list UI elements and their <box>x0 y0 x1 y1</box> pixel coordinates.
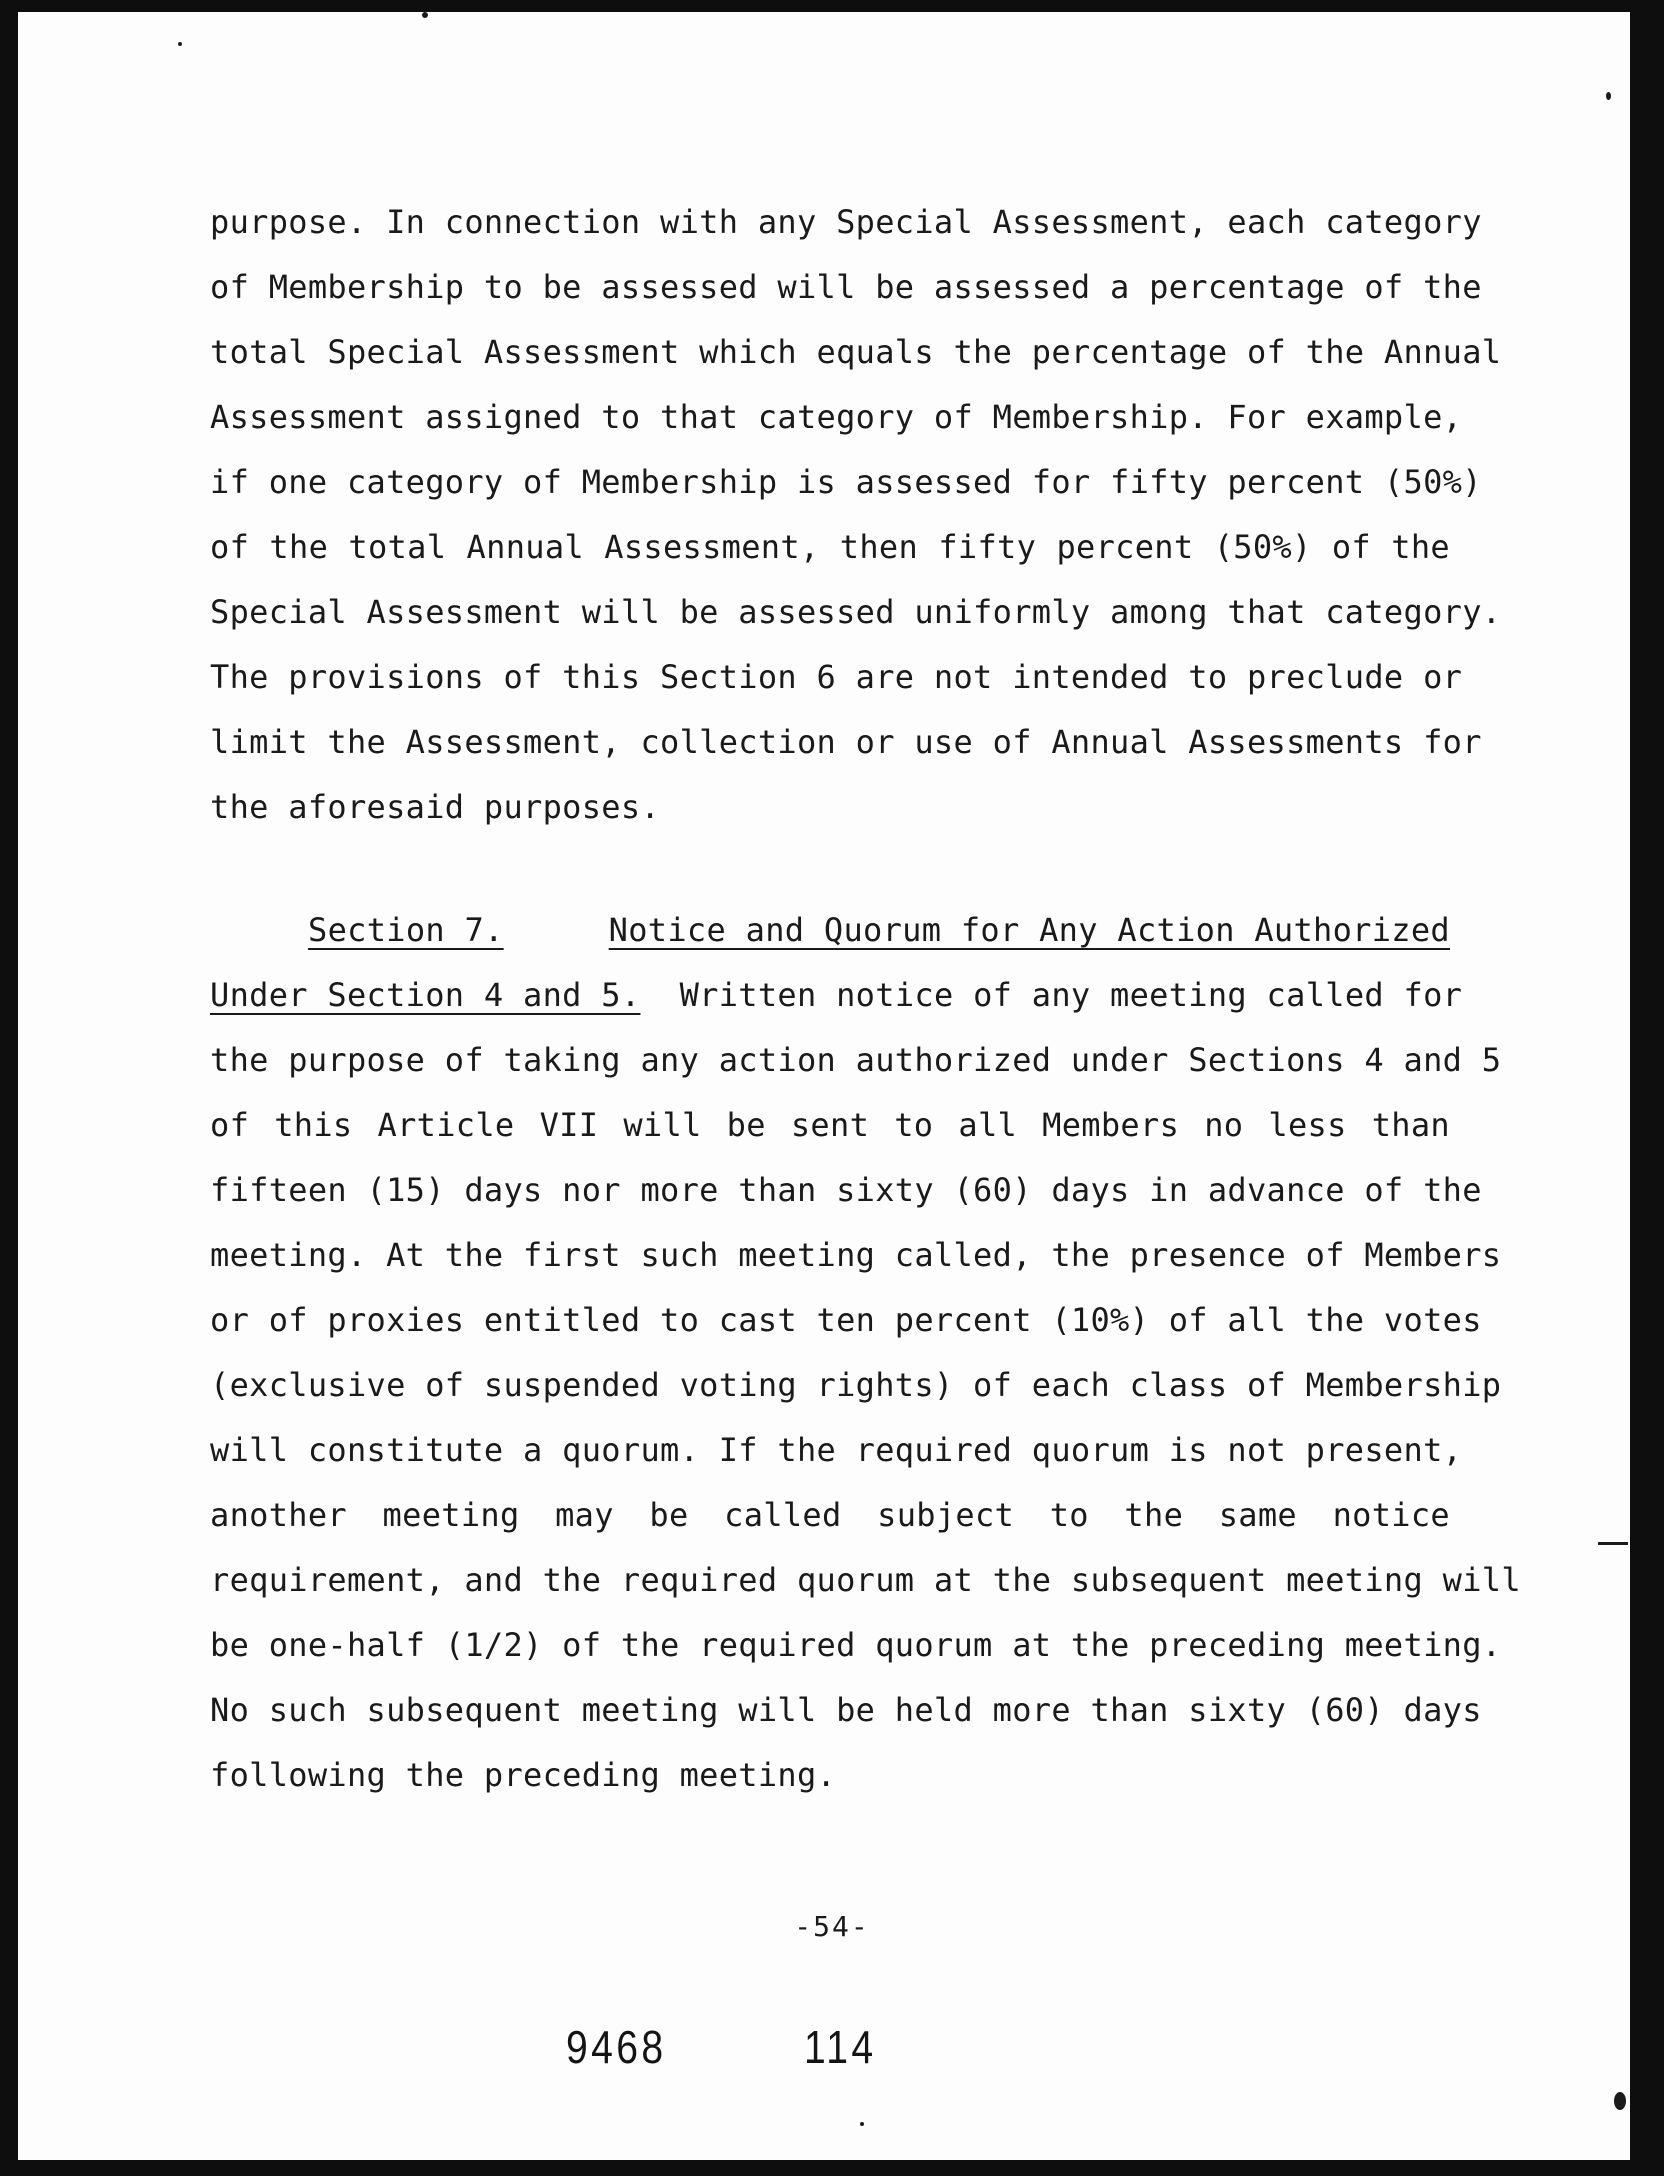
section-7-heading <box>210 898 1450 963</box>
text-line: the purpose of taking any action authorized under Sections 4 and 5 <box>210 1041 1502 1079</box>
text-line: meeting. At the first such meeting called, the presence of Members <box>210 1236 1502 1274</box>
page-number: -54- <box>794 1910 870 1943</box>
text-line: limit the Assessment, collection or use of Annual Assessments for <box>210 723 1482 761</box>
text-line: will constitute a quorum. If the required quorum is not present, <box>210 1431 1463 1469</box>
text-line: (exclusive of suspended voting rights) of each class of Membership <box>210 1366 1502 1404</box>
text-line: of this Article VII will be sent to all Members no less than <box>210 1106 1450 1144</box>
text-line: fifteen (15) days nor more than sixty (60) days in advance of the <box>210 1171 1482 1209</box>
text-line: No such subsequent meeting will be held more than sixty (60) days <box>210 1691 1482 1729</box>
text-line: following the preceding meeting. <box>210 1756 837 1794</box>
assessment-paragraph <box>210 190 1502 840</box>
text-line: purpose. In connection with any Special Assessment, each category <box>210 203 1482 241</box>
footer-stamp-right: 114 <box>804 2021 877 2073</box>
section-title-continued: Under Section 4 and 5. <box>210 976 641 1014</box>
scan-speck <box>1606 92 1611 100</box>
footer-stamp-left: 9468 <box>566 2021 667 2073</box>
text-line: be one-half (1/2) of the required quorum at the preceding meeting. <box>210 1626 1502 1664</box>
section-7-first-line <box>210 963 1463 1028</box>
text-line: the aforesaid purposes. <box>210 788 661 826</box>
section-title: Notice and Quorum for Any Action Authorized <box>608 911 1450 949</box>
text-line: of the total Annual Assessment, then fifty percent (50%) of the <box>210 528 1450 566</box>
scan-speck <box>422 12 428 18</box>
text-line: The provisions of this Section 6 are not intended to preclude or <box>210 658 1463 696</box>
text-line: or of proxies entitled to cast ten percent (10%) of all the votes <box>210 1301 1482 1339</box>
text-fragment: Written notice of any meeting called for <box>679 976 1463 1014</box>
section-number: Section 7. <box>308 911 504 949</box>
scan-speck <box>860 2122 864 2126</box>
scan-speck <box>1614 2092 1626 2110</box>
text-line: requirement, and the required quorum at the subsequent meeting will <box>210 1561 1521 1599</box>
text-line: Special Assessment will be assessed uniformly among that category. <box>210 593 1502 631</box>
section-7 <box>210 898 1521 1808</box>
text-line: of Membership to be assessed will be assessed a percentage of the <box>210 268 1482 306</box>
text-line: total Special Assessment which equals the percentage of the Annual <box>210 333 1502 371</box>
scan-speck <box>1598 1542 1628 1545</box>
text-line: another meeting may be called subject to the same notice <box>210 1496 1450 1534</box>
text-line: Assessment assigned to that category of Membership. For example, <box>210 398 1463 436</box>
text-line: if one category of Membership is assessed for fifty percent (50%) <box>210 463 1482 501</box>
scan-speck <box>178 42 182 46</box>
